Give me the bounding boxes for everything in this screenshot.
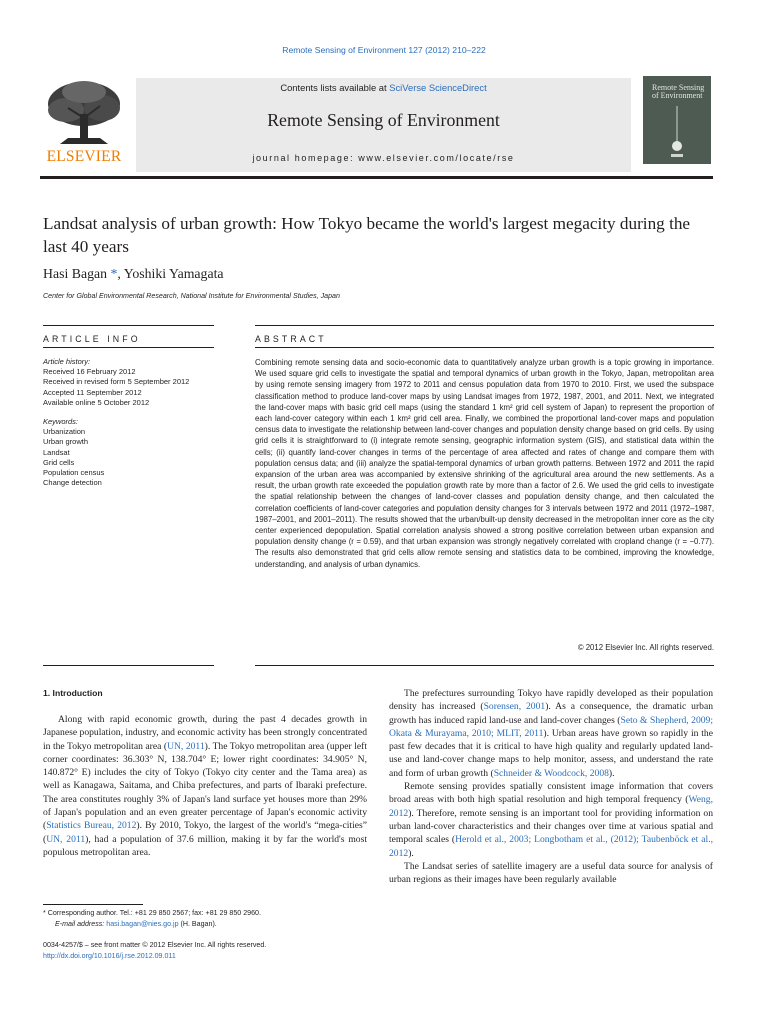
- citation-link[interactable]: Statistics Bureau, 2012: [46, 820, 137, 832]
- text-run: ). As a consequence, the dramatic urban growth has induced rapid land-use and land-cover changes (: [389, 701, 713, 726]
- keyword-item[interactable]: Change detection: [43, 478, 102, 488]
- text-run: ).: [408, 847, 414, 859]
- intro-paragraph-3: [389, 780, 713, 860]
- keyword-item[interactable]: Urbanization: [43, 427, 86, 437]
- keyword-item[interactable]: Urban growth: [43, 437, 89, 447]
- citation-link[interactable]: Seto & Shepherd, 2009; Okata & Murayama, 2010; MLIT, 2011: [389, 714, 713, 739]
- section-heading-introduction: 1. Introduction: [43, 688, 103, 698]
- email-label: E-mail address:: [55, 919, 107, 928]
- citation-link[interactable]: Schneider & Woodcock, 2008: [493, 767, 609, 779]
- journal-banner: [136, 78, 631, 172]
- intro-paragraph-2: [389, 687, 713, 780]
- corresponding-author-mark[interactable]: *: [110, 266, 118, 281]
- doi-link[interactable]: http://dx.doi.org/10.1016/j.rse.2012.09.011: [43, 951, 176, 960]
- text-run: ). Therefore, remote sensing is an important tool for providing information on urban land-cover characteristics and their changes over time at various spatial and temporal scales (: [389, 807, 713, 846]
- text-run: ). By 2010, Tokyo, the largest of the world's “mega-cities” (: [43, 820, 367, 845]
- journal-citation-link[interactable]: Remote Sensing of Environment 127 (2012) 210–222: [282, 45, 486, 55]
- intro-paragraph-1: [43, 713, 367, 859]
- journal-homepage: journal homepage: www.elsevier.com/locate/rse: [252, 153, 515, 163]
- email-link[interactable]: hasi.bagan@nies.go.jp: [106, 919, 179, 928]
- sciencedirect-link[interactable]: SciVerse ScienceDirect: [389, 82, 487, 93]
- text-run: Along with rapid economic growth, during the past 4 decades growth in Japanese population, industry, and economic activity has been strongly concentrated in the Tokyo metropolitan area (: [43, 714, 367, 752]
- text-run: ). Urban areas have grown so rapidly in the past few decades that it is critical to have high quality and regularly updated land-use and land-cover change maps to help monitor, assess, and understand the rate and form of urban growth (: [389, 727, 713, 779]
- abstract-heading: ABSTRACT: [255, 334, 327, 344]
- text-run: The prefectures surrounding Tokyo have rapidly developed as their population density has increased (: [389, 688, 713, 713]
- corresponding-author-note: * Corresponding author. Tel.: +81 29 850 2567; fax: +81 29 850 2960.: [43, 909, 261, 917]
- citation-link[interactable]: UN, 2011: [167, 740, 205, 752]
- intro-paragraph-4: The Landsat series of satellite imagery are a useful data source for analysis of urban regions as their images have been regularly available: [389, 860, 713, 886]
- citation-link[interactable]: Weng, 2012: [389, 794, 713, 819]
- header-rule: [40, 176, 713, 179]
- abstract-text: Combining remote sensing data and socio-economic data to quantitatively analyze urban growth is a topic growing in importance. We used square grid cells to investigate the spatial and temporal dynamics of urban growth in the Tokyo, Japan, metropolitan area by using remote sensing imagery from 1972 to 2011 and census population data from 1970 to 2010. First, we used the subspace classification method to produce land-cover maps by using Landsat images from 1972, 1987, 2001, and 2011. Next, we integrated the land-cover maps with basic grid cell maps (using the standard 1 km² grid cell system of Japan) to represent the proportion of each land-cover category within each 1 km² grid cell area. Finally, we combined the proportional land-cover maps and population census data to investigate the relationship between land-cover changes and population density change based on grid cells. By using grid cells it is straightforward to (i) integrate remote sensing, geographic information system (GIS), and statistical data within the cells; (ii) quantify land-cover changes in terms of the percentage of area affected and rates of change and compare them with population census data; and (iii) analyze the spatial-temporal dynamics of urban growth patterns. Between 1972 and 2011 the rapid expansion of the urban area was accompanied by extensive shrinking of the agricultural area around the new settlements. As a result, the urban growth rate exceeded the population growth rate by more than a factor of 2.6. We used the grid cells to investigate the spatial relationship between the changes of land-cover classes and population density change, and then calculated the correlation coefficients of land-cover categories and population density changes for 3 intervals between 1972 and 2011 (1972–1987, 1987–2001, and 2001–2011). The results showed that the urban/built-up density decreased in the metropolitan inner core as the city center experienced depopulation. Spatial correlation analysis showed a strong positive correlation between urban expansion and population density change (r = 0.59), and that urban expansion was strongly negatively correlated with cropland change (r = −0.77). The results also demonstrated that grid cells allow remote sensing and statistics data to be combined, improving the knowledge, understanding, and analysis of urban dynamics.: [255, 358, 714, 569]
- abstract-copyright: © 2012 Elsevier Inc. All rights reserved.: [577, 643, 714, 652]
- body-rule-right: [255, 665, 714, 666]
- body-column-left: [43, 713, 367, 859]
- issn-block: [43, 940, 373, 961]
- cover-title: Remote Sensing of Environment: [652, 83, 705, 100]
- history-item: Received in revised form 5 September 2012: [43, 377, 190, 387]
- keyword-item[interactable]: Population census: [43, 468, 105, 478]
- footnote: [43, 908, 373, 929]
- body-rule-left: [43, 665, 214, 666]
- citation-link[interactable]: Herold et al., 2003; Longbotham et al., (2012); Taubenböck et al., 2012: [389, 834, 713, 859]
- abstract-rule: [255, 325, 714, 326]
- email-line: [43, 919, 373, 930]
- keyword-item[interactable]: Landsat: [43, 447, 70, 457]
- history-label: Article history:: [43, 357, 91, 366]
- author-bagan[interactable]: Hasi Bagan: [43, 266, 107, 281]
- author-list: [43, 266, 224, 282]
- history-item: Available online 5 October 2012: [43, 397, 150, 407]
- citation-link[interactable]: Sorensen, 2001: [483, 701, 546, 713]
- abstract-subrule: [255, 347, 714, 348]
- keywords-label: Keywords:: [43, 417, 79, 427]
- article-info-panel: [43, 357, 213, 488]
- history-item: Received 16 February 2012: [43, 367, 136, 377]
- author-yamagata[interactable]: , Yoshiki Yamagata: [117, 266, 224, 281]
- email-suffix: (H. Bagan).: [178, 919, 217, 928]
- body-column-right: [389, 687, 713, 886]
- history-item: Accepted 11 September 2012: [43, 387, 142, 397]
- keyword-item[interactable]: Grid cells: [43, 457, 75, 467]
- contents-line: [136, 82, 631, 93]
- elsevier-wordmark: ELSEVIER: [46, 148, 122, 165]
- affiliation: Center for Global Environmental Research, National Institute for Environmental Studies, Japan: [43, 292, 340, 300]
- text-run: Remote sensing provides spatially consistent image information that covers broad areas with both high spatial resolution and high temporal frequency (: [389, 781, 713, 806]
- text-run: ). The Tokyo metropolitan area (upper left corner coordinates: 36.303° N, 138.704° E; lower right coordinates: 34.905° N, 140.872° E) includes the city of Tokyo (Tokyo city center and the Tama area) as well as Kanagawa, Saitama, and Chiba prefectures, and parts of Ibaraki prefecture. The area constitutes roughly 3% of Japan's land surface yet houses more than 29% of Japan's population and an even greater percentage of Japan's economic activity (: [43, 740, 367, 832]
- journal-cover-image: [643, 76, 711, 164]
- article-info-heading: ARTICLE INFO: [43, 334, 141, 344]
- article-info-subrule: [43, 347, 214, 348]
- text-run: ).: [608, 767, 615, 779]
- issn-line: 0034-4257/$ – see front matter © 2012 Elsevier Inc. All rights reserved.: [43, 941, 267, 949]
- citation-link[interactable]: UN, 2011: [46, 833, 86, 845]
- contents-prefix: Contents lists available at: [280, 82, 390, 93]
- paper-title: Landsat analysis of urban growth: How Tokyo became the world's largest megacity during the last 40 years: [43, 214, 691, 256]
- footnote-rule: [43, 904, 143, 905]
- article-info-rule: [43, 325, 214, 326]
- journal-title: Remote Sensing of Environment: [267, 110, 500, 130]
- text-run: ), had a population of 37.6 million, making it by far the world's most populous metropolitan area.: [43, 833, 367, 858]
